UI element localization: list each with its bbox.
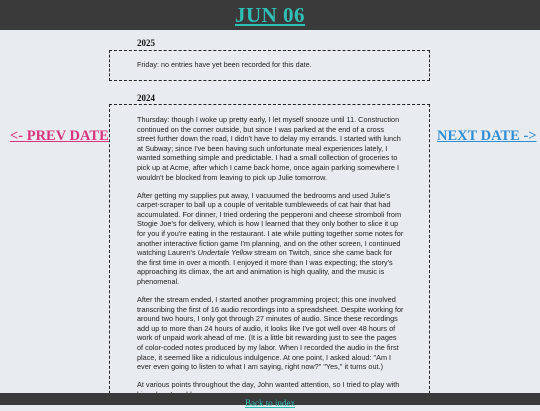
back-to-index-link[interactable]: Back to index bbox=[245, 398, 295, 408]
entry-text-2025: Friday: no entries have yet been recorded for this date. bbox=[137, 60, 312, 69]
prev-date-link[interactable]: <- PREV DATE bbox=[10, 128, 109, 144]
footer-bar bbox=[0, 393, 540, 408]
entry-body-2024 bbox=[137, 115, 404, 404]
entry-box-2024 bbox=[109, 104, 430, 404]
entry-box-2025 bbox=[109, 50, 430, 81]
next-date-link[interactable]: NEXT DATE -> bbox=[437, 128, 537, 144]
entry-paragraph: At various points throughout the day, John wanted attention, so I tried to play with bbox=[137, 380, 400, 390]
entry-paragraph: Thursday: though I woke up pretty early, I let myself snooze until 11. Construction continued on the corner outside, but since I was parked at the end of a cross street further down the road, I didn't have to delay my errands. I started with lunch at Subway; since I've been having such unfortunate meal experiences lately, I wanted something simple and predictable. I had a small collection of groceries to pick up at Acme, after which I came back home, once again parking somewhere I wouldn't be blocked from leaving to pick up Julie tomorrow. bbox=[137, 115, 401, 182]
entry-paragraph: After getting my supplies put away, I vacuumed the bedrooms and used Julie's carpet-scraper to ball up a couple of veritable tumbleweeds of cat hair that had accumulated. For dinner, I tried ordering the pepperoni and cheese stromboli from Stogie Joe's for delivery, which is how I learned that they only bother to slice it up for you if you're eating in the restaurant. I ate while putting together some notes for another interactive fiction game I'm planning, and on the other screen, I continued watching Lauren's Undertale Yellow stream on Twitch, since she came back for the first time in over a month. I enjoyed it more than I was expecting; the story's approaching its climax, the art and animation is high quality, and the music is phenomenal. bbox=[137, 190, 404, 286]
entry-paragraph: After the stream ended, I started another programming project; this one involved transcribing the first of 16 audio recordings into a spreadsheet. Despite working for around two hours, I only got through 27 minutes of audio. Since these recordings add up to more than 24 hours of audio, it looks like I've got well over 48 hours of work of unpaid work ahead of me. (It is a little bit rewarding just to see the pages of color-coded notes produced by my labor. When I recorded the audio in the first place, it seemed like a ridiculous indulgence. At one point, I asked aloud: "Am I ever even going to listen to what I am saying, right now?" "Yes," it turns out.) bbox=[137, 295, 404, 372]
page-title[interactable]: JUN 06 bbox=[234, 3, 306, 27]
year-heading-2024: 2024 bbox=[137, 93, 155, 103]
year-heading-2025: 2025 bbox=[137, 38, 155, 48]
header-bar bbox=[0, 0, 540, 30]
